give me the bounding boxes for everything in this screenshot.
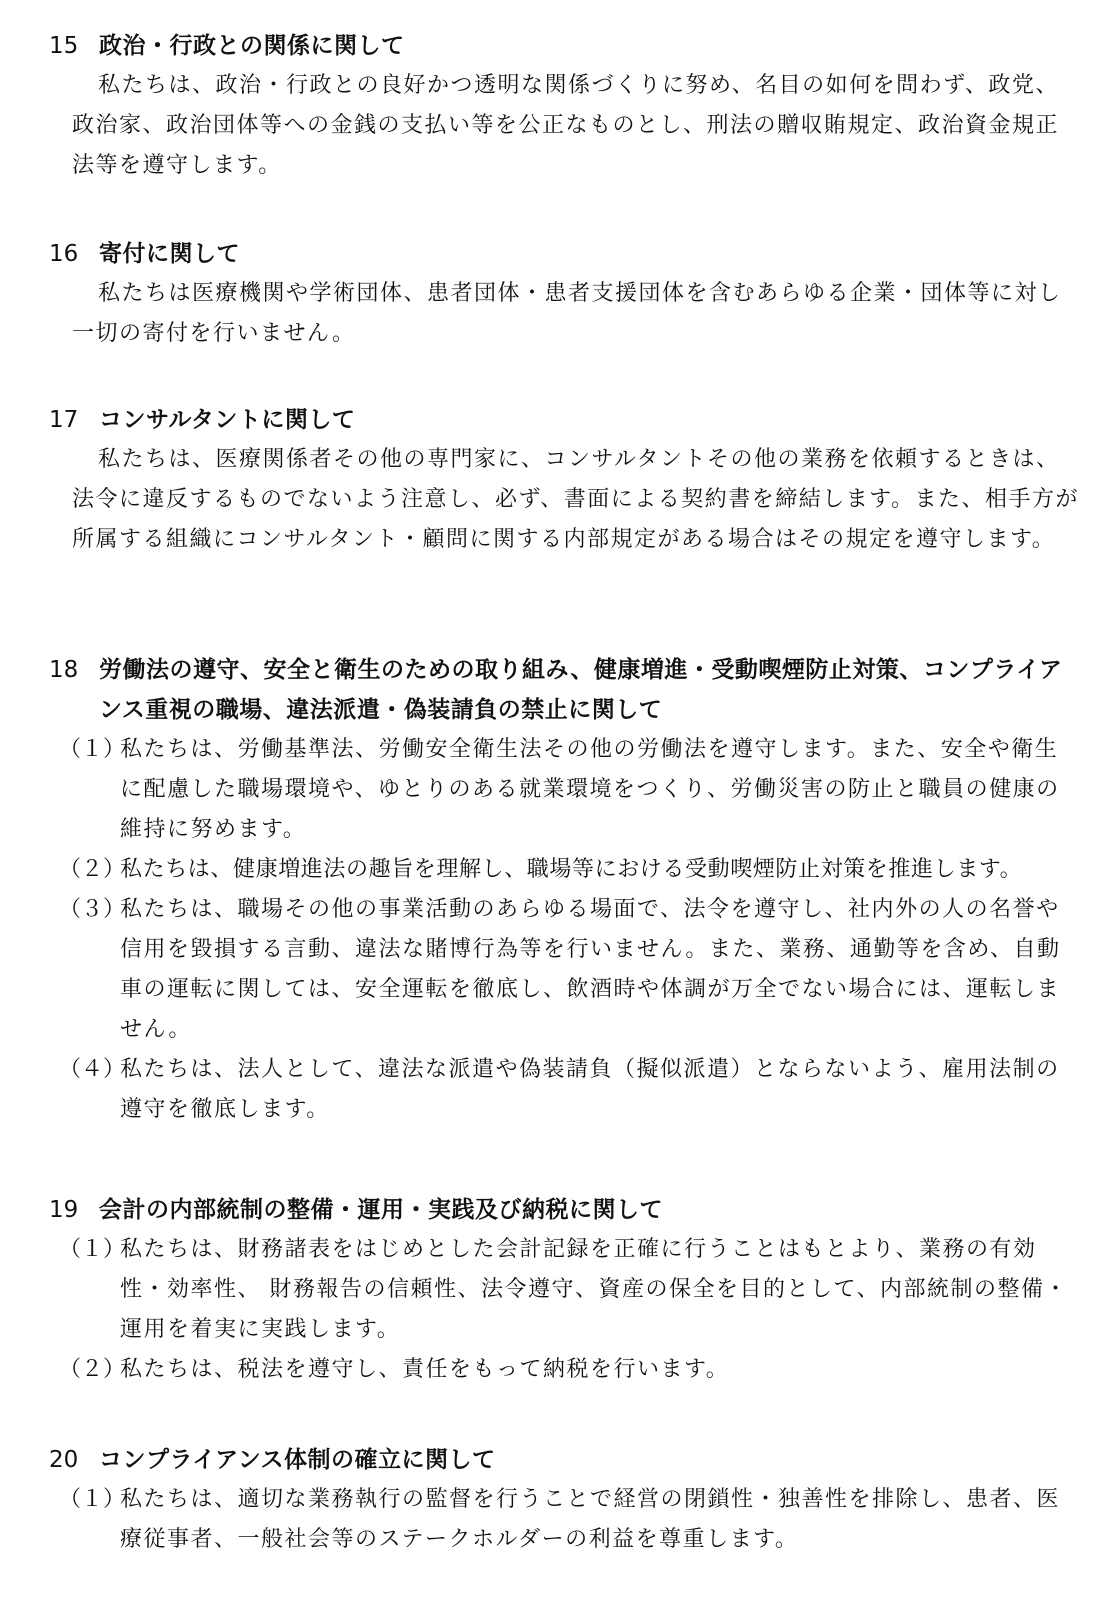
section-title: 政治・行政との関係に関して [99, 33, 405, 59]
section-17 [0, 400, 1120, 560]
section-number: 18 [49, 657, 79, 683]
section-body: 私たちは、医療関係者その他の専門家に、コンサルタントその他の業務を依頼するときは、法令に違反するものでないよう注意し、必ず、書面による契約書を締結します。また、相手方が所属する組織にコンサルタント・顧問に関する内部規定がある場合はその規定を遵守します。 [72, 447, 1079, 552]
section-16 [0, 234, 1120, 354]
section-title: コンサルタントに関して [99, 407, 356, 433]
item-text: 私たちは、適切な業務執行の監督を行うことで経営の閉鎖性・独善性を排除し、患者、医療従事者、一般社会等のステークホルダーの利益を尊重します。 [120, 1487, 1061, 1552]
section-20 [0, 1440, 1120, 1560]
section-19 [0, 1190, 1120, 1390]
section-15 [0, 26, 1120, 186]
list-item [0, 1230, 1120, 1350]
section-title: 会計の内部統制の整備・運用・実践及び納税に関して [99, 1197, 663, 1223]
item-marker: （２） [59, 857, 126, 882]
list-item [0, 730, 1120, 850]
section-heading [0, 1190, 1120, 1230]
section-heading [0, 400, 1120, 440]
section-number: 20 [49, 1447, 79, 1473]
list-item [0, 850, 1120, 890]
section-number: 16 [49, 241, 79, 267]
section-heading [0, 650, 1120, 730]
list-item [0, 1480, 1120, 1560]
section-heading [0, 1440, 1120, 1480]
section-title: 寄付に関して [99, 241, 240, 267]
item-marker: （２） [59, 1357, 126, 1382]
list-item [0, 1050, 1120, 1130]
item-marker: （１） [59, 737, 126, 762]
section-number: 17 [49, 407, 79, 433]
item-text: 私たちは、職場その他の事業活動のあらゆる場面で、法令を遵守し、社内外の人の名誉や信用を毀損する言動、違法な賭博行為等を行いません。また、業務、通勤等を含め、自動車の運転に関しては、安全運転を徹底し、飲酒時や体調が万全でない場合には、運転しません。 [120, 897, 1061, 1042]
section-heading [0, 234, 1120, 274]
item-marker: （１） [59, 1237, 126, 1262]
section-heading [0, 26, 1120, 66]
section-18 [0, 650, 1120, 1130]
item-text: 私たちは、財務諸表をはじめとした会計記録を正確に行うことはもとより、業務の有効性・効率性、 財務報告の信頼性、法令遵守、資産の保全を目的として、内部統制の整備・運用を着実に実践します。 [120, 1237, 1069, 1342]
list-item [0, 1350, 1120, 1390]
section-body: 私たちは、政治・行政との良好かつ透明な関係づくりに努め、名目の如何を問わず、政党、政治家、政治団体等への金銭の支払い等を公正なものとし、刑法の贈収賄規定、政治資金規正法等を遵守します。 [72, 73, 1060, 178]
section-number: 19 [49, 1197, 79, 1223]
section-number: 15 [49, 33, 79, 59]
item-text: 私たちは、健康増進法の趣旨を理解し、職場等における受動喫煙防止対策を推進します。 [120, 857, 1023, 882]
item-text: 私たちは、税法を遵守し、責任をもって納税を行います。 [120, 1357, 730, 1382]
item-marker: （４） [59, 1057, 126, 1082]
section-title: コンプライアンス体制の確立に関して [99, 1447, 496, 1473]
item-text: 私たちは、法人として、違法な派遣や偽装請負（擬似派遣）とならないよう、雇用法制の遵守を徹底します。 [120, 1057, 1060, 1122]
list-item [0, 890, 1120, 1050]
item-marker: （１） [59, 1487, 126, 1512]
item-marker: （３） [59, 897, 126, 922]
section-body: 私たちは医療機関や学術団体、患者団体・患者支援団体を含むあらゆる企業・団体等に対し一切の寄付を行いません。 [72, 281, 1062, 346]
item-text: 私たちは、労働基準法、労働安全衛生法その他の労働法を遵守します。また、安全や衛生に配慮した職場環境や、ゆとりのある就業環境をつくり、労働災害の防止と職員の健康の維持に努めます。 [120, 737, 1060, 842]
section-title: 労働法の遵守、安全と衛生のための取り組み、健康増進・受動喫煙防止対策、コンプライアンス重視の職場、違法派遣・偽装請負の禁止に関して [99, 657, 1063, 723]
